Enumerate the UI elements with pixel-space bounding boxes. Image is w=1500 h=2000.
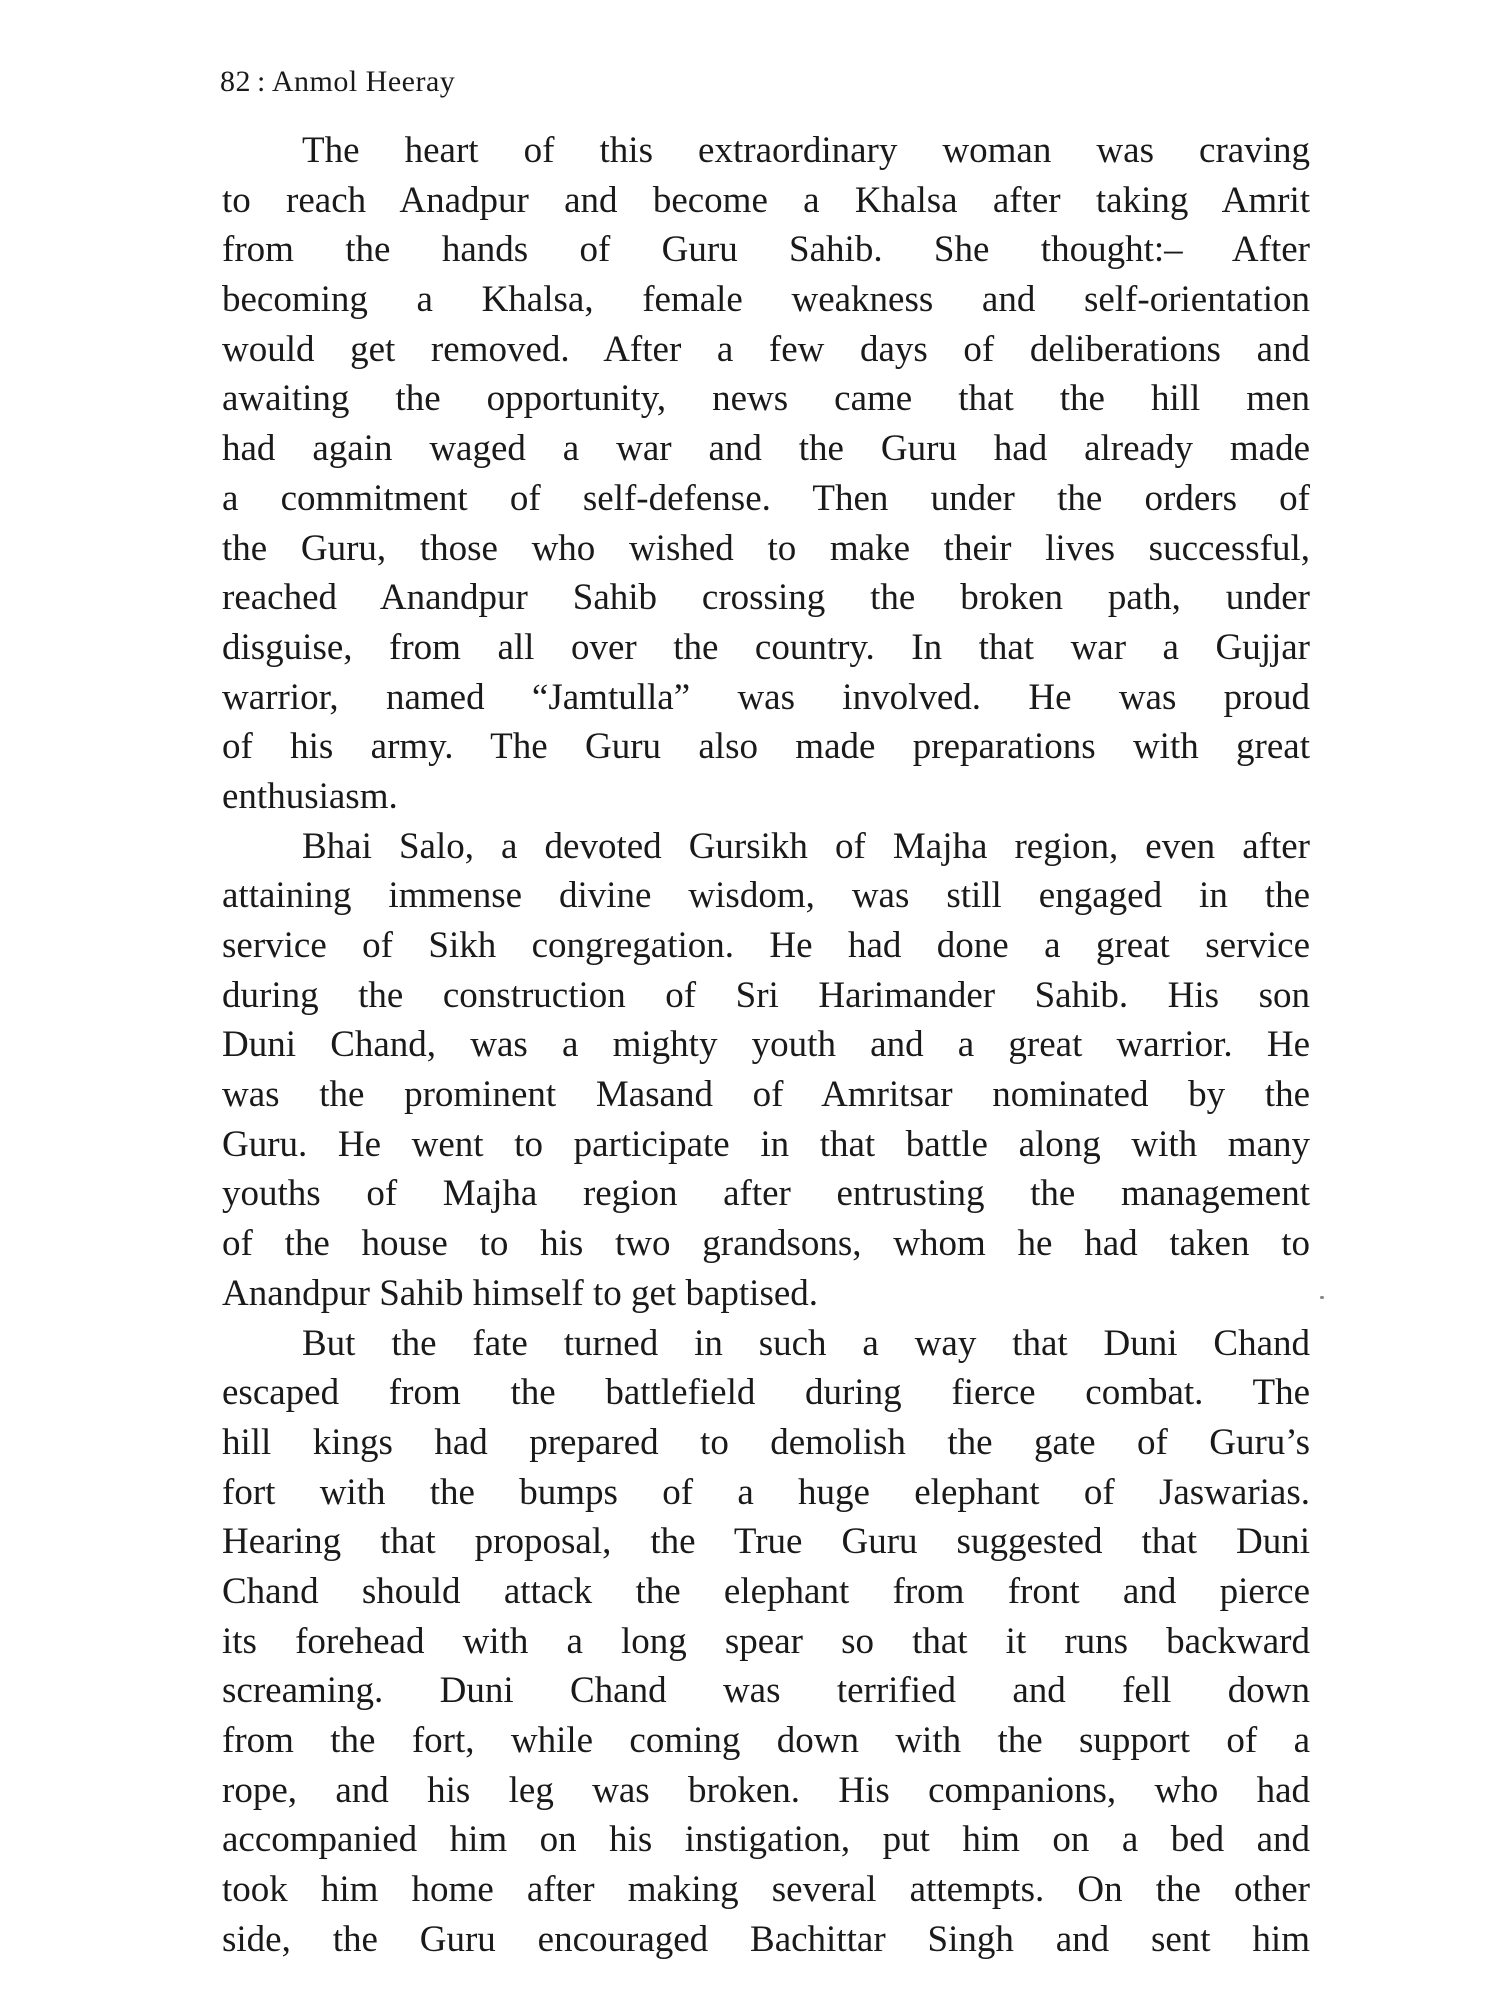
header-separator: : — [257, 65, 266, 98]
page-number: 82 — [220, 65, 251, 98]
text-line: Chand should attack the elephant from front and pierce — [222, 1570, 1310, 1612]
text-line: hill kings had prepared to demolish the gate of Guru’s — [222, 1421, 1310, 1463]
text-line: Duni Chand, was a mighty youth and a great warrior. He — [222, 1024, 1310, 1066]
text-line: fort with the bumps of a huge elephant of Jaswarias. — [222, 1471, 1310, 1513]
text-line: The heart of this extraordinary woman was craving — [302, 130, 1310, 171]
text-line: its forehead with a long spear so that it runs backward — [222, 1620, 1310, 1662]
paragraph-2 — [222, 822, 1310, 1319]
body-text — [222, 126, 1310, 1964]
text-line: youths of Majha region after entrusting the management — [222, 1173, 1310, 1215]
text-line: Anandpur Sahib himself to get baptised. — [222, 1272, 819, 1314]
text-line: rope, and his leg was broken. His companions, who had — [222, 1769, 1310, 1811]
text-line: Hearing that proposal, the True Guru suggested that Duni — [222, 1521, 1310, 1563]
running-header — [220, 62, 455, 102]
text-line: side, the Guru encouraged Bachittar Singh and sent him — [222, 1918, 1310, 1960]
text-line: service of Sikh congregation. He had done a great service — [222, 925, 1310, 966]
text-line: to reach Anadpur and become a Khalsa after taking Amrit — [222, 179, 1310, 221]
text-line: warrior, named “Jamtulla” was involved. He was proud — [222, 676, 1310, 718]
text-line: becoming a Khalsa, female weakness and self-orientation — [222, 279, 1310, 321]
text-line: escaped from the battlefield during fierce combat. The — [222, 1372, 1310, 1414]
text-line: the Guru, those who wished to make their lives successful, — [222, 527, 1310, 569]
text-line: of the house to his two grandsons, whom he had taken to — [222, 1223, 1310, 1265]
text-line: awaiting the opportunity, news came that the hill men — [222, 378, 1310, 420]
text-line: had again waged a war and the Guru had already made — [222, 428, 1310, 470]
text-line: Guru. He went to participate in that battle along with many — [222, 1123, 1310, 1165]
text-line: Bhai Salo, a devoted Gursikh of Majha region, even after — [302, 825, 1310, 867]
book-title: Anmol Heeray — [271, 65, 456, 98]
text-line: from the hands of Guru Sahib. She thought:– After — [222, 229, 1310, 271]
paragraph-1 — [222, 126, 1310, 822]
text-line: a commitment of self-defense. Then under the orders of — [222, 477, 1310, 519]
text-line: reached Anandpur Sahib crossing the broken path, under — [222, 577, 1310, 619]
text-line: during the construction of Sri Harimander Sahib. His son — [222, 974, 1310, 1016]
text-line: But the fate turned in such a way that Duni Chand — [302, 1322, 1310, 1364]
text-line: enthusiasm. — [222, 775, 398, 817]
text-line: was the prominent Masand of Amritsar nominated by the — [222, 1074, 1310, 1116]
text-line: accompanied him on his instigation, put him on a bed and — [222, 1819, 1310, 1861]
scan-speck — [1320, 1296, 1324, 1299]
text-line: took him home after making several attempts. On the other — [222, 1869, 1310, 1911]
text-line: disguise, from all over the country. In that war a Gujjar — [222, 626, 1310, 668]
text-line: attaining immense divine wisdom, was still engaged in the — [222, 875, 1310, 917]
paragraph-3 — [222, 1319, 1310, 1965]
text-line: of his army. The Guru also made preparations with great — [222, 726, 1310, 768]
text-line: from the fort, while coming down with the support of a — [222, 1720, 1310, 1761]
text-line: would get removed. After a few days of deliberations and — [222, 328, 1310, 370]
text-line: screaming. Duni Chand was terrified and fell down — [222, 1670, 1310, 1712]
